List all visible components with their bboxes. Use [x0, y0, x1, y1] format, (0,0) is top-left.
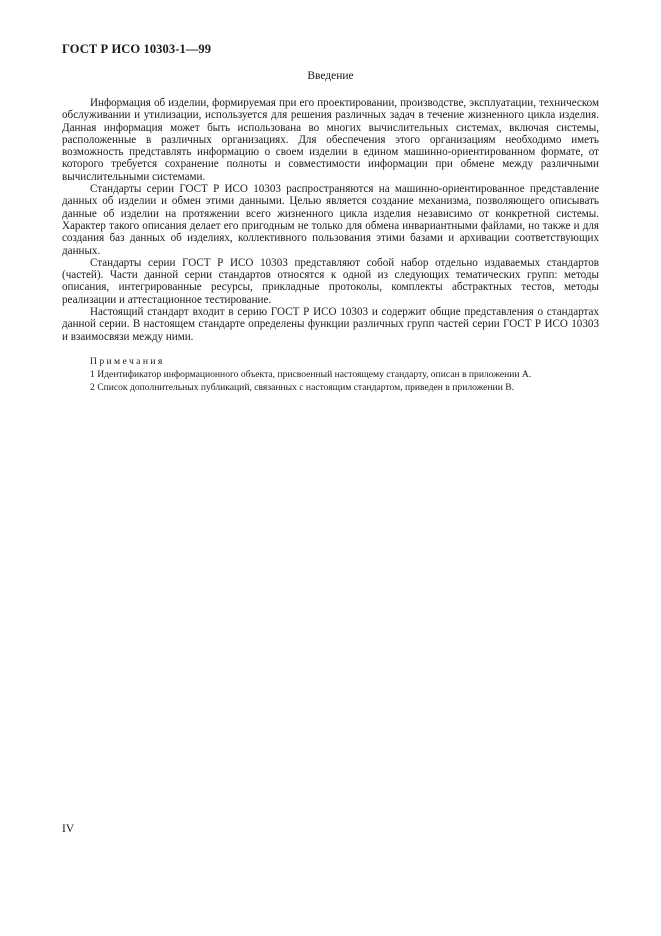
- section-title: Введение: [307, 70, 354, 82]
- note-item: 2 Список дополнительных публикаций, связанных с настоящим стандартом, приведен в приложении В.: [90, 382, 515, 393]
- page-number: IV: [62, 823, 75, 835]
- paragraph: Информация об изделии, формируемая при его проектировании, производстве, эксплуатации, техническом обслуживании и утилизации, используется для решения различных задач в течение жизненного цикла изделия. Данная информация может быть использована во многих вычислительных системах, включая системы, расположенные в различных организациях. Для обеспечения этого организациям необходимо иметь возможность представлять информацию о своем изделии в едином машинно-ориентированном формате, от которого требуется сохранение полноты и совместимости информации при обмене между различными вычислительными системами.: [62, 97, 599, 183]
- paragraph: Настоящий стандарт входит в серию ГОСТ Р ИСО 10303 и содержит общие представления о стандартах данной серии. В настоящем стандарте определены функции различных групп частей серии ГОСТ Р ИСО 10303 и взаимосвязи между ними.: [62, 306, 599, 343]
- paragraph: Стандарты серии ГОСТ Р ИСО 10303 представляют собой набор отдельно издаваемых стандартов (частей). Части данной серии стандартов относятся к одной из следующих тематических групп: методы описания, интегрированные ресурсы, прикладные протоколы, комплекты абстрактных тестов, методы реализации и аттестационное тестирование.: [62, 256, 599, 306]
- notes-title: Примечания: [90, 356, 165, 367]
- notes-section: [90, 355, 605, 394]
- introduction-body: [62, 97, 599, 343]
- document-header: ГОСТ Р ИСО 10303-1—99: [62, 42, 212, 56]
- paragraph: Стандарты серии ГОСТ Р ИСО 10303 распространяются на машинно-ориентированное представление данных об изделии и обмен этими данными. Целью является создание механизма, позволяющего описывать данные об изделии на протяжении всего жизненного цикла изделия независимо от конкретной системы. Характер такого описания делает его пригодным не только для обмена инвариантными файлами, но также и для создания баз данных об изделиях, коллективного пользования этими базами и архивации соответствующих данных.: [62, 183, 599, 257]
- note-item: 1 Идентификатор информационного объекта, присвоенный настоящему стандарту, описан в приложении А.: [90, 369, 532, 380]
